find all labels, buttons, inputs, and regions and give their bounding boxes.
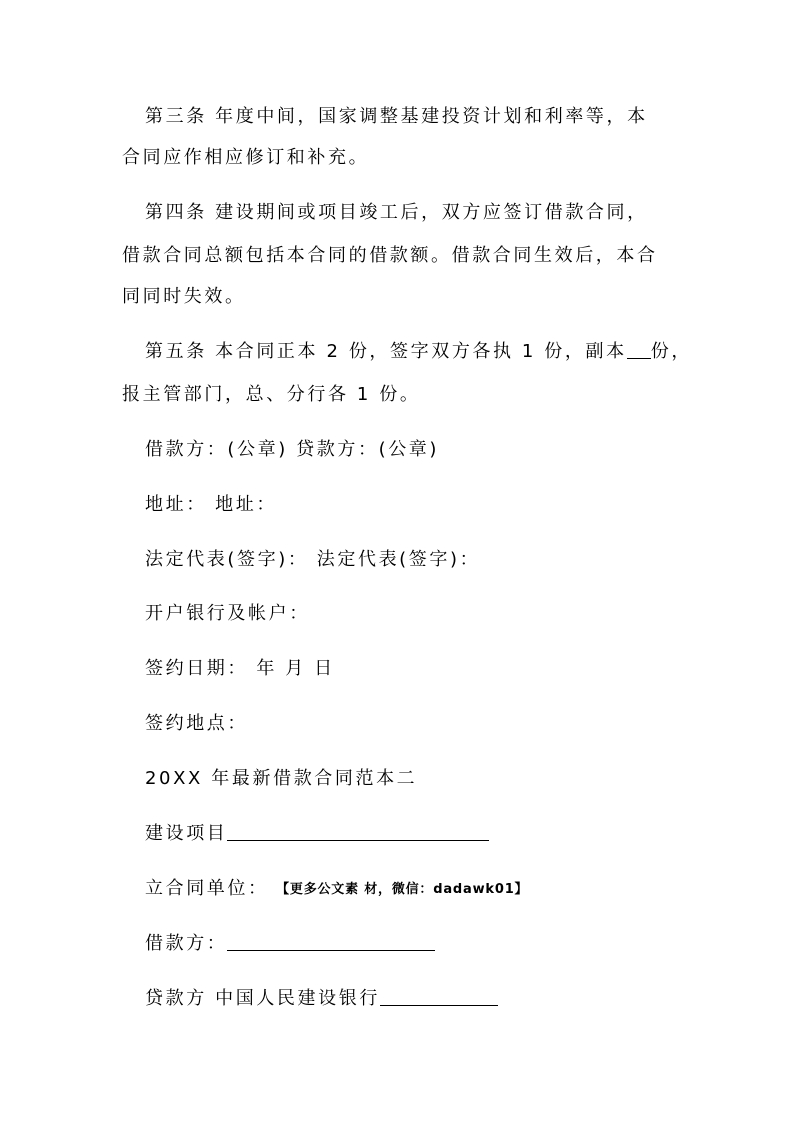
sign-date-line: 签约日期： 年 月 日 [145,658,335,679]
borrower-label: 借款方： [145,933,228,954]
seals-line: 借款方：(公章) 贷款方：(公章) [145,439,440,460]
project-blank [227,822,489,841]
article-5-line-1 [145,340,705,364]
article-5-line-2: 报主管部门，总、分行各 1 份。 [122,384,421,405]
template-2-title: 20XX 年最新借款合同范本二 [145,768,418,789]
address-line: 地址： 地址： [145,494,277,515]
legal-rep-line: 法定代表(签字)： 法定代表(签字)： [145,549,481,570]
sign-place-line: 签约地点： [145,713,248,734]
article-4-line-2: 借款合同总额包括本合同的借款额。借款合同生效后，本合 [122,245,658,266]
lender-blank [380,987,498,1006]
article-5-line-1-text: 第五条 本合同正本 2 份，签字双方各执 1 份，副本 [145,341,627,362]
article-5-line-1-end: 份， [650,341,692,362]
article-3-line-2: 合同应作相应修订和补充。 [122,147,370,168]
copies-blank [627,340,651,359]
lender-label: 贷款方 中国人民建设银行 [145,988,380,1009]
contract-unit-line [145,877,705,902]
project-label: 建设项目 [145,823,228,844]
promo-note: 【更多公文素 材，微信：dadawk01】 [282,882,529,897]
lender-line [145,987,705,1011]
article-4-line-3: 同同时失效。 [122,286,246,307]
contract-unit-label: 立合同单位： [145,878,269,899]
article-4-line-1: 第四条 建设期间或项目竣工后，双方应签订借款合同， [145,202,648,223]
project-line [145,822,705,846]
bank-account-line: 开户银行及帐户： [145,603,310,624]
borrower-line [145,932,705,956]
article-3-line-1: 第三条 年度中间，国家调整基建投资计划和利率等，本 [145,106,648,127]
borrower-blank [227,932,435,951]
